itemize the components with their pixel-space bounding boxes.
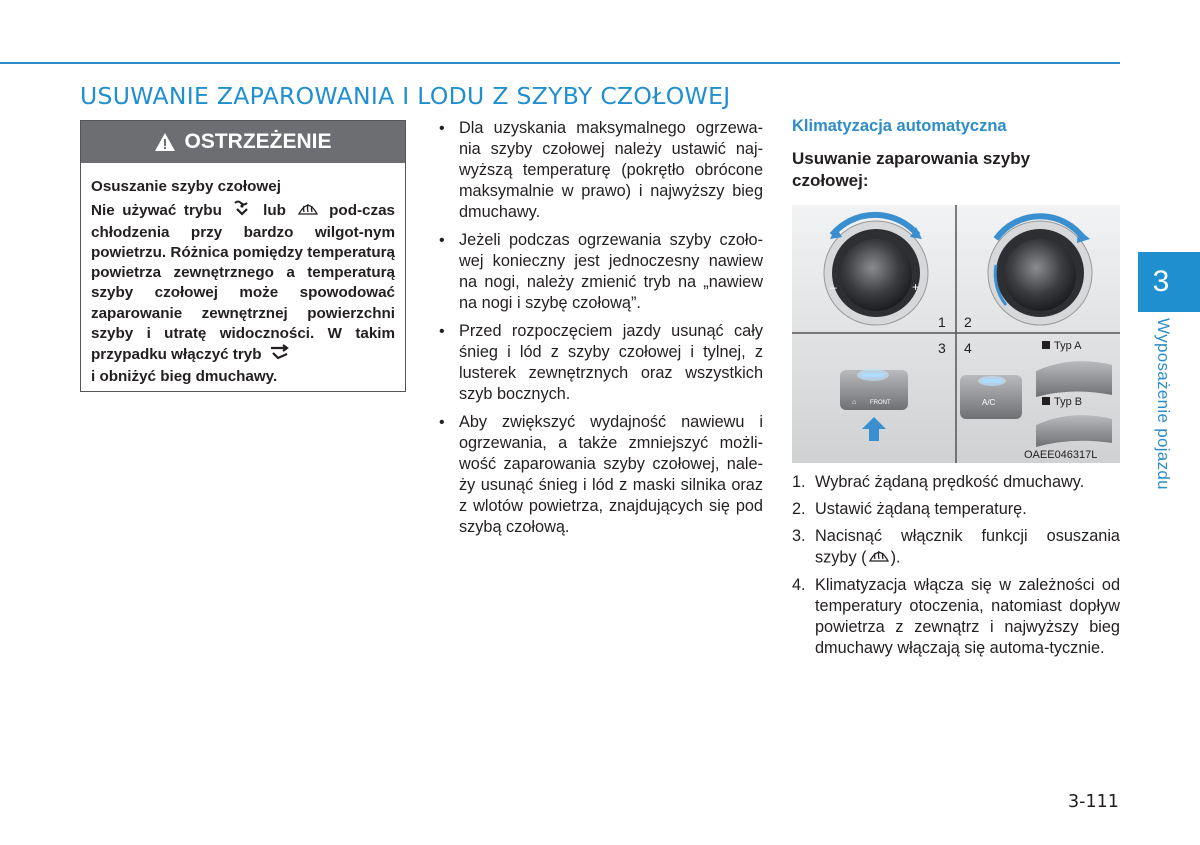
- step-number: 1.: [792, 473, 806, 491]
- front-defrost-icon: [297, 200, 319, 222]
- face-floor-mode-icon: [269, 344, 291, 366]
- tips-list: [437, 118, 763, 545]
- figure-code: OAEE046317L: [1024, 449, 1098, 461]
- fan-speed-knob: [824, 215, 928, 325]
- plus-label: +: [912, 280, 920, 294]
- step-item: [792, 499, 1120, 520]
- step-number: 4.: [792, 576, 806, 594]
- minus-label: –: [830, 280, 837, 294]
- step-text: Ustawić żądaną temperaturę.: [815, 500, 1027, 518]
- step-item: [792, 526, 1120, 569]
- front-label: FRONT: [870, 400, 891, 406]
- warning-box: [80, 120, 406, 392]
- defog-steps: [792, 472, 1120, 665]
- top-rule: [0, 62, 1120, 64]
- climate-control-illustration: [792, 205, 1120, 463]
- warning-text-part2: lub: [263, 202, 286, 220]
- warning-subtitle: Osuszanie szyby czołowej: [91, 178, 281, 195]
- tip-item: • Dla uzyskania maksymalnego ogrzewa-nia szyby czołowej należy ustawić naj-wyższą temperaturę (pokrętło obrócone maksymalnie w prawo) i najwyższy bieg dmuchawy.: [437, 118, 763, 223]
- type-a-label: Typ A: [1054, 340, 1082, 352]
- subheading-defog: Usuwanie zaparowania szyby czołowej:: [792, 149, 1031, 190]
- defrost-floor-mode-icon: [232, 200, 252, 222]
- chapter-tab: 3: [1138, 252, 1200, 312]
- svg-text:⌂: ⌂: [852, 399, 857, 406]
- figure-label-3: 3: [938, 340, 946, 356]
- figure-label-1: 1: [938, 314, 946, 330]
- temperature-knob: [988, 216, 1092, 325]
- figure-label-4: 4: [964, 340, 972, 356]
- step-text: ).: [890, 548, 901, 567]
- step-text: Nacisnąć włącznik funkcji osuszania szyby (: [815, 527, 1120, 567]
- ac-button: [960, 375, 1022, 419]
- step-item: [792, 472, 1120, 493]
- front-defrost-icon: [868, 547, 890, 569]
- tip-item: • Aby zwiększyć wydajność nawiewu i ogrzewania, a także zmniejszyć możli-wość zaparowania szyby czołowej, nale-ży usunąć śnieg i lód z maski silnika oraz z wlotów powietrza, znajdujących się pod szybą czołową.: [437, 412, 763, 538]
- type-b-label: Typ B: [1054, 396, 1083, 408]
- step-number: 3.: [792, 527, 806, 545]
- step-text: Wybrać żądaną prędkość dmuchawy.: [815, 473, 1085, 491]
- climate-control-figure: [792, 205, 1120, 463]
- section-title: USUWANIE ZAPAROWANIA I LODU Z SZYBY CZOŁOWEJ: [80, 82, 731, 110]
- page-number: 3-111: [1068, 792, 1119, 812]
- step-item: [792, 575, 1120, 659]
- step-text: Klimatyzacja włącza się w zależności od temperatury otoczenia, natomiast dopływ powietrza z zewnątrz i najwyższy bieg dmuchawy włączają się automa-tycznie.: [815, 576, 1120, 657]
- step-number: 2.: [792, 500, 806, 518]
- warning-text-part1: Nie używać trybu: [91, 202, 222, 220]
- tip-item: • Jeżeli podczas ogrzewania szyby czoło-wej konieczny jest jednoczesny nawiew na nogi, należy zmienić tryb na „nawiew na nogi i szybę czołową”.: [437, 230, 763, 314]
- chapter-side-label: Wyposażenie pojazdu: [1154, 318, 1173, 490]
- warning-text-part3: pod-czas chłodzenia przy bardzo wilgot-nym powietrzu. Różnica pomiędzy temperaturą powietrza zewnętrznego a temperaturą szyby czołowej może spowodować zaparowanie zewnętrznej powierzchni szyby i utratę widoczności. W takim przypadku włączyć tryb: [91, 202, 395, 364]
- warning-title: OSTRZEŻENIE: [184, 130, 332, 153]
- warning-text-part4: i obniżyć bieg dmuchawy.: [91, 367, 278, 385]
- warning-text: [91, 200, 395, 387]
- figure-label-2: 2: [964, 314, 972, 330]
- tip-item: • Przed rozpoczęciem jazdy usunąć cały śnieg i lód z szyby czołowej i tylnej, z lusterek zewnętrznych oraz wszystkich szyb bocznych.: [437, 321, 763, 405]
- warning-header: [81, 121, 405, 163]
- ac-label: A/C: [982, 398, 996, 407]
- subheading-auto-climate: Klimatyzacja automatyczna: [792, 117, 1007, 135]
- warning-triangle-icon: [154, 132, 176, 152]
